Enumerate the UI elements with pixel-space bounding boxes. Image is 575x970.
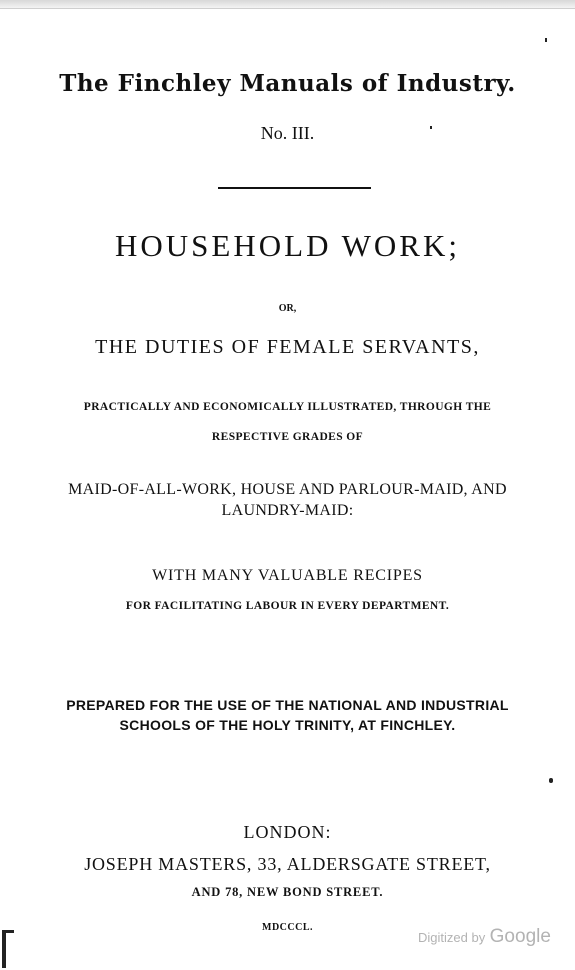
imprint-date: MDCCCL. — [262, 922, 313, 933]
volume-number: No. III. — [260, 123, 315, 143]
imprint-address: AND 78, NEW BOND STREET. — [191, 885, 384, 899]
book-title: HOUSEHOLD WORK; — [115, 228, 460, 263]
description-line-1: PRACTICALLY AND ECONOMICALLY ILLUSTRATED, THROUGH THE — [83, 401, 492, 413]
scan-speck — [2, 930, 6, 968]
digitized-watermark — [418, 926, 551, 948]
imprint-city: LONDON: — [243, 822, 332, 842]
book-subtitle: THE DUTIES OF FEMALE SERVANTS, — [95, 336, 480, 358]
recipes-line-1: WITH MANY VALUABLE RECIPES — [152, 567, 423, 584]
scan-top-edge — [0, 0, 575, 9]
title-connector: OR, — [278, 303, 297, 314]
servant-grades-line-1: MAID-OF-ALL-WORK, HOUSE AND PARLOUR-MAID, AND — [68, 481, 507, 498]
prepared-for-line-2: SCHOOLS OF THE HOLY TRINITY, AT FINCHLEY. — [119, 717, 456, 733]
scan-speck — [549, 778, 553, 783]
servant-grades-line-2: LAUNDRY-MAID: — [221, 502, 354, 519]
prepared-for-line-1: PREPARED FOR THE USE OF THE NATIONAL AND INDUSTRIAL — [66, 697, 509, 713]
divider-rule — [218, 187, 371, 189]
scan-speck — [545, 38, 547, 42]
series-title: The Finchley Manuals of Industry. — [59, 70, 516, 97]
watermark-brand: Google — [489, 926, 551, 947]
scan-speck — [430, 126, 432, 129]
watermark-prefix: Digitized by — [418, 930, 486, 945]
imprint-publisher: JOSEPH MASTERS, 33, ALDERSGATE STREET, — [84, 854, 491, 874]
description-line-2: RESPECTIVE GRADES OF — [211, 431, 364, 443]
scan-speck — [6, 930, 14, 933]
recipes-line-2: FOR FACILITATING LABOUR IN EVERY DEPARTMENT. — [125, 600, 450, 612]
